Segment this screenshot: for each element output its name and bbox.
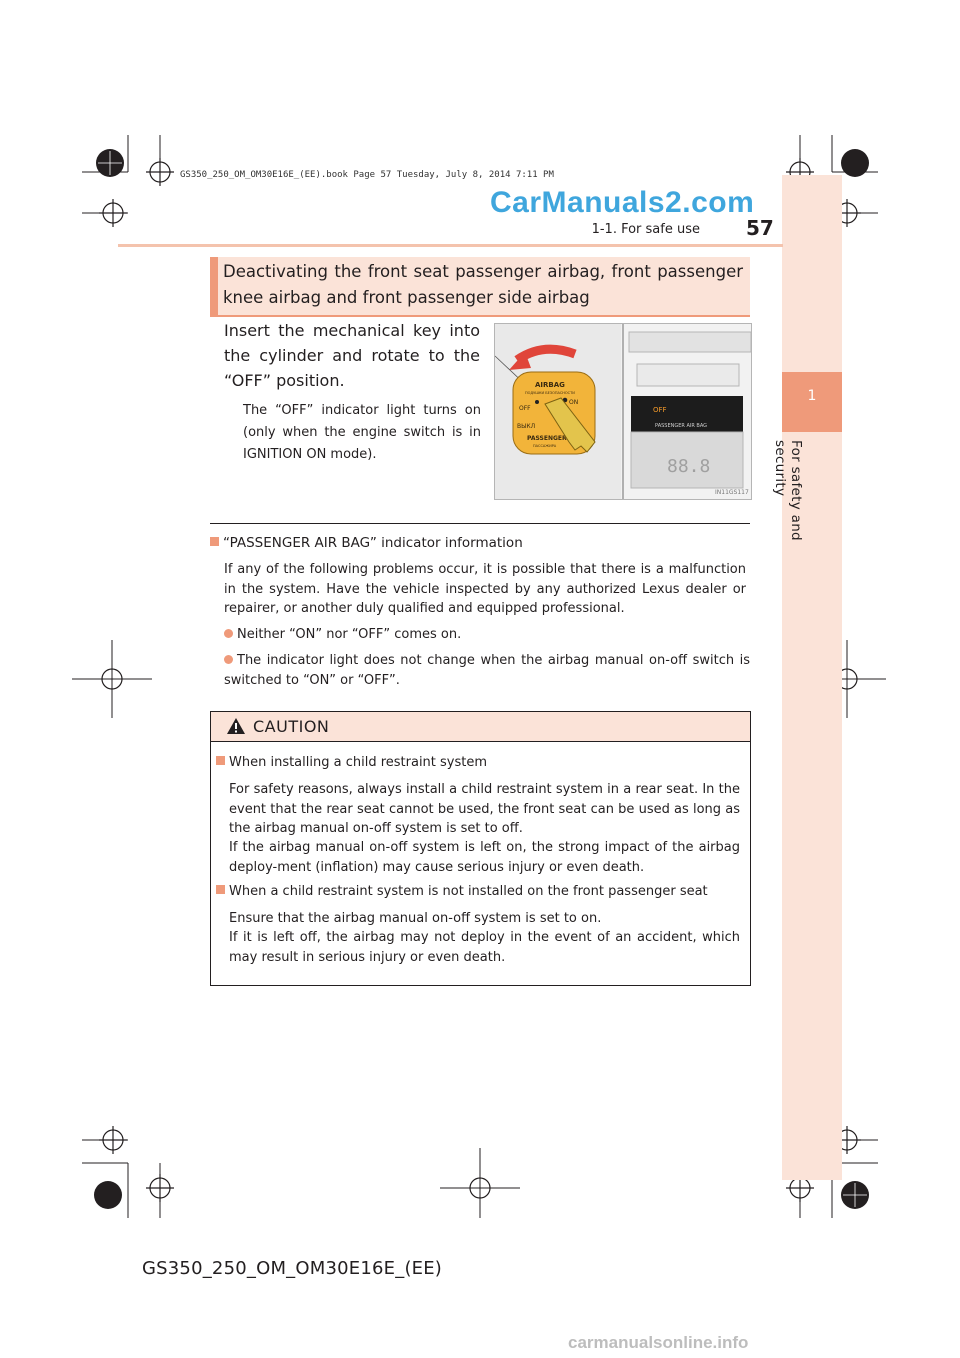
watermark-logo: CarManuals2.com xyxy=(490,186,755,219)
square-bullet-icon xyxy=(216,885,225,894)
caution-item-heading-text: When installing a child restraint system xyxy=(229,755,488,770)
footer-site-watermark: carmanualsonline.info xyxy=(568,1333,749,1352)
instruction-note: The “OFF” indicator light turns on (only when the engine switch is in IGNITION ON mode). xyxy=(243,403,481,462)
switch-bottom-label: PASSENGER xyxy=(527,435,567,442)
caution-item-heading xyxy=(216,755,487,770)
divider-rule xyxy=(210,523,750,524)
warning-triangle-icon xyxy=(226,717,246,735)
switch-top-label-ru: ПОДУШКИ БЕЗОПАСНОСТИ xyxy=(525,391,575,395)
instruction-text: Insert the mechanical key into the cylinder and rotate to the “OFF” position. xyxy=(224,321,480,390)
illustration-svg xyxy=(495,324,751,499)
list-item xyxy=(224,625,750,645)
list-item xyxy=(224,651,750,690)
caution-paragraph: Ensure that the airbag manual on-off system is set to on. xyxy=(229,911,602,926)
caution-paragraph: For safety reasons, always install a child restraint system in a rear seat. In the event that the rear seat cannot be used, the front seat can be used as long as the airbag manual on-off system is set to off. xyxy=(229,782,740,836)
bullet-dot-icon xyxy=(224,655,233,664)
indicator-info-body: If any of the following problems occur, it is possible that there is a malfunction in the system. Have the vehicle inspected by any authorized Lexus dealer or repairer, or another duly qualified and equipped professional. xyxy=(224,562,746,616)
indicator-text: PASSENGER AIR BAG xyxy=(655,423,708,429)
bullet-dot-icon xyxy=(224,629,233,638)
chapter-number: 1 xyxy=(807,388,817,404)
indicator-off-label: OFF xyxy=(653,406,667,414)
switch-top-label: AIRBAG xyxy=(535,381,565,389)
switch-on-label: ON xyxy=(569,399,579,406)
caution-item-heading-text: When a child restraint system is not installed on the front passenger seat xyxy=(229,884,708,899)
caution-item-heading xyxy=(216,884,708,899)
indicator-info-heading-text: “PASSENGER AIR BAG” indicator information xyxy=(223,535,523,551)
chapter-label: For safety and security xyxy=(772,440,804,541)
caution-paragraph: If it is left off, the airbag may not deploy in the event of an accident, which may result in serious injury or even death. xyxy=(229,930,740,965)
switch-bottom-label-ru: ПАССАЖИРА xyxy=(533,444,557,448)
footer-manual-code: GS350_250_OM_OM30E16E_(EE) xyxy=(142,1258,443,1279)
caution-paragraph: If the airbag manual on-off system is left on, the strong impact of the airbag deploy-ment (inflation) may cause serious injury or even death. xyxy=(229,840,740,875)
square-bullet-icon xyxy=(210,537,219,546)
figure-id: IN11GS117 xyxy=(715,489,749,496)
section-heading: Deactivating the front seat passenger airbag, front passenger knee airbag and front passenger side airbag xyxy=(223,262,743,307)
book-info-line: GS350_250_OM_OM30E16E_(EE).book Page 57 Tuesday, July 8, 2014 7:11 PM xyxy=(180,170,554,180)
side-tab-strip xyxy=(772,175,842,1180)
list-item-text: Neither “ON” nor “OFF” comes on. xyxy=(237,627,462,642)
section-heading-bar xyxy=(210,257,218,317)
indicator-info-heading xyxy=(210,535,523,551)
section-title: 1-1. For safe use xyxy=(591,222,700,237)
switch-off-label: OFF xyxy=(519,405,531,412)
page-number: 57 xyxy=(746,216,774,240)
display-digits: 88.8 xyxy=(667,456,711,477)
airbag-switch-illustration xyxy=(494,323,752,500)
square-bullet-icon xyxy=(216,756,225,765)
switch-off-label-ru: ВЫКЛ xyxy=(517,423,536,430)
header-rule xyxy=(118,244,783,247)
caution-label: CAUTION xyxy=(253,717,330,736)
list-item-text: The indicator light does not change when the airbag manual on-off switch is switched to “ON” or “OFF”. xyxy=(224,653,750,688)
